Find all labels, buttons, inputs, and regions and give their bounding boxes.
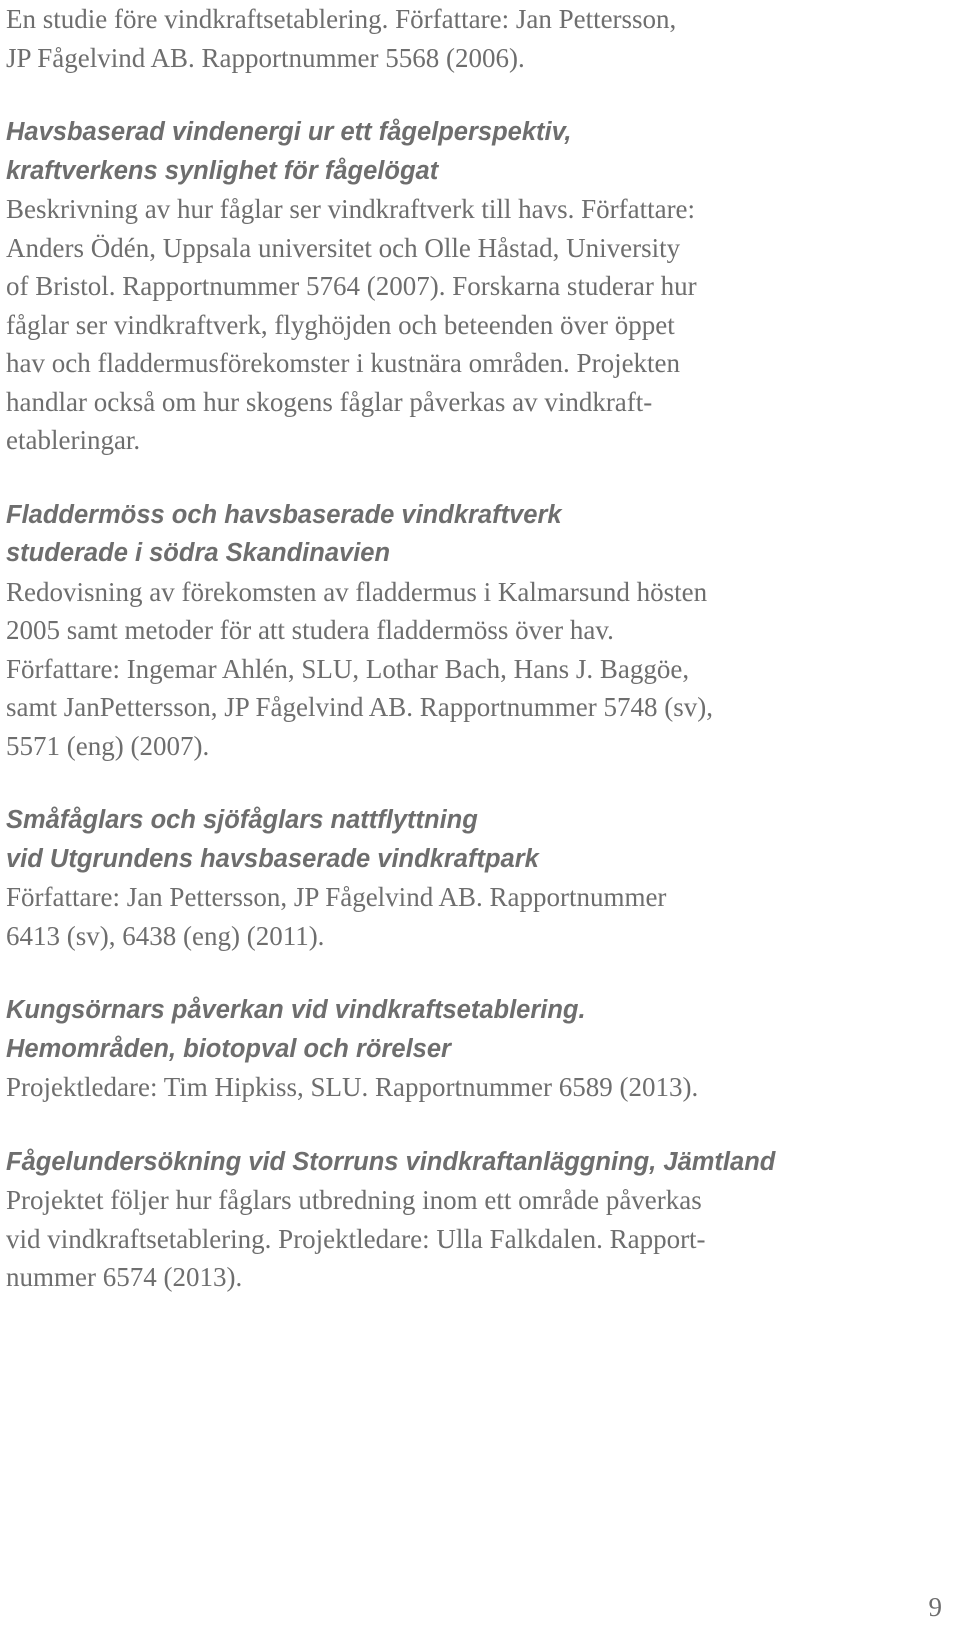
entry-body <box>6 190 896 460</box>
text-line: 2005 samt metoder för att studera fladdermöss över hav. <box>6 615 614 645</box>
intro-text <box>6 0 896 77</box>
text-line: Projektledare: Tim Hipkiss, SLU. Rapportnummer 6589 (2013). <box>6 1072 699 1102</box>
text-line: hav och fladdermusförekomster i kustnära områden. Projekten <box>6 348 681 378</box>
title-line: Fladdermöss och havsbaserade vindkraftverk <box>6 500 562 529</box>
text-line: vid vindkraftsetablering. Projektledare: Ulla Falkdalen. Rapport- <box>6 1223 706 1254</box>
text-line: 5571 (eng) (2007). <box>6 730 210 761</box>
text-line: handlar också om hur skogens fåglar påverkas av vindkraft- <box>6 386 653 417</box>
entry-title <box>6 113 896 190</box>
intro-block <box>6 0 896 77</box>
entry-smafaglars-nattflyttning <box>6 801 896 955</box>
entry-title <box>6 496 896 573</box>
entry-fagelundersokning-storrun <box>6 1143 896 1297</box>
text-line: Projektet följer hur fåglars utbredning inom ett område påverkas <box>6 1185 702 1215</box>
title-line: vid Utgrundens havsbaserade vindkraftpark <box>6 844 539 873</box>
title-line: studerade i södra Skandinavien <box>6 539 391 567</box>
text-line: Författare: Jan Pettersson, JP Fågelvind AB. Rapportnummer <box>6 882 667 912</box>
title-line: Fågelundersökning vid Storruns vindkraftanläggning, Jämtland <box>6 1147 776 1176</box>
entry-fladdermoss <box>6 496 896 766</box>
title-line: Kungsörnars påverkan vid vindkraftsetablering. <box>6 996 586 1024</box>
entry-kungsornars-paverkan <box>6 991 896 1107</box>
entry-title <box>6 801 896 878</box>
entry-body <box>6 573 896 766</box>
text-line: JP Fågelvind AB. Rapportnummer 5568 (2006). <box>6 42 525 73</box>
title-line: Småfåglars och sjöfåglars nattflyttning <box>6 806 478 834</box>
entry-body <box>6 878 896 955</box>
text-line: 6413 (sv), 6438 (eng) (2011). <box>6 920 325 951</box>
page-number: 9 <box>928 1592 942 1622</box>
document-page <box>6 0 896 1297</box>
entry-body <box>6 1068 896 1107</box>
text-line: etableringar. <box>6 425 141 455</box>
title-line: kraftverkens synlighet för fågelögat <box>6 156 439 185</box>
text-line: Redovisning av förekomsten av fladdermus i Kalmarsund hösten <box>6 576 708 607</box>
entry-havsbaserad-vindenergi <box>6 113 896 460</box>
text-line: Författare: Ingemar Ahlén, SLU, Lothar Bach, Hans J. Baggöe, <box>6 653 690 684</box>
text-line: of Bristol. Rapportnummer 5764 (2007). Forskarna studerar hur <box>6 271 697 301</box>
entry-body <box>6 1181 896 1297</box>
entry-title <box>6 1143 896 1182</box>
text-line: En studie före vindkraftsetablering. Författare: Jan Pettersson, <box>6 4 677 34</box>
text-line: nummer 6574 (2013). <box>6 1262 243 1292</box>
text-line: fåglar ser vindkraftverk, flyghöjden och beteenden över öppet <box>6 309 675 340</box>
text-line: Anders Ödén, Uppsala universitet och Olle Håstad, University <box>6 232 681 263</box>
text-line: Beskrivning av hur fåglar ser vindkraftverk till havs. Författare: <box>6 194 696 224</box>
text-line: samt JanPettersson, JP Fågelvind AB. Rapportnummer 5748 (sv), <box>6 692 713 722</box>
entry-title <box>6 991 896 1068</box>
title-line: Hemområden, biotopval och rörelser <box>6 1034 451 1063</box>
title-line: Havsbaserad vindenergi ur ett fågelperspektiv, <box>6 118 572 146</box>
